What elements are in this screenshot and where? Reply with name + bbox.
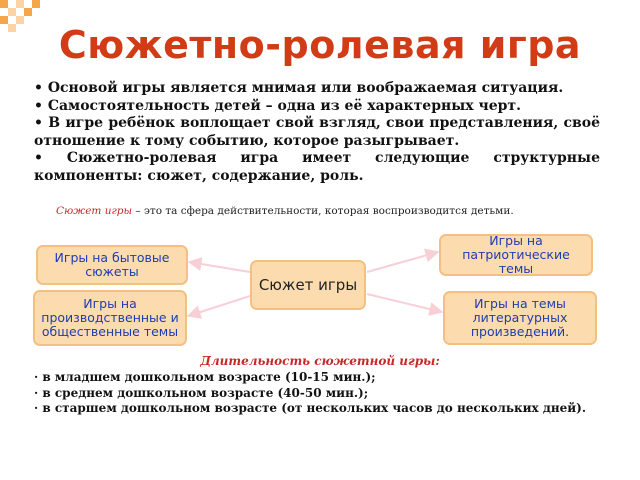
duration-heading: Длительность сюжетной игры: (200, 354, 440, 368)
bullet-item: • Сюжетно-ролевая игра имеет следующие структурные компоненты: сюжет, содержание, роль. (34, 150, 600, 185)
node-everyday-plots (36, 245, 188, 285)
connector-patriotic (367, 252, 438, 272)
slide-title: Сюжетно-ролевая игра (58, 23, 582, 67)
definition-text: – это та сфера действительности, которая воспроизводится детьми. (132, 205, 514, 217)
node-label: Сюжет игры (258, 275, 358, 294)
node-label: Игры на бытовые сюжеты (54, 250, 170, 279)
bullet-item: • Самостоятельность детей – одна из её характерных черт. (34, 98, 600, 116)
node-label: Игры на производственные и общественные темы (41, 296, 179, 339)
duration-list (34, 370, 600, 417)
duration-item: · в старшем дошкольном возрасте (от нескольких часов до нескольких дней). (34, 401, 600, 417)
connector-industrial (188, 296, 250, 316)
connector-literary (367, 294, 442, 312)
duration-item: · в среднем дошкольном возрасте (40-50 мин.); (34, 386, 600, 402)
definition-term: Сюжет игры (56, 205, 133, 217)
node-literary-themes (443, 291, 597, 345)
node-center-plot (250, 260, 366, 310)
bullet-item: • Основой игры является мнимая или воображаемая ситуация. (34, 80, 600, 98)
bullet-item: • В игре ребёнок воплощает свой взгляд, свои представления, своё отношение к тому событию, которое разыгрывает. (34, 115, 600, 150)
node-label: Игры на патриотические темы (462, 233, 570, 276)
node-patriotic-themes (439, 234, 593, 276)
node-label: Игры на темы литературных произведений. (470, 296, 570, 339)
connector-everyday (189, 262, 250, 272)
node-industrial-themes (33, 290, 187, 346)
duration-item: · в младшем дошкольном возрасте (10-15 мин.); (34, 370, 600, 386)
